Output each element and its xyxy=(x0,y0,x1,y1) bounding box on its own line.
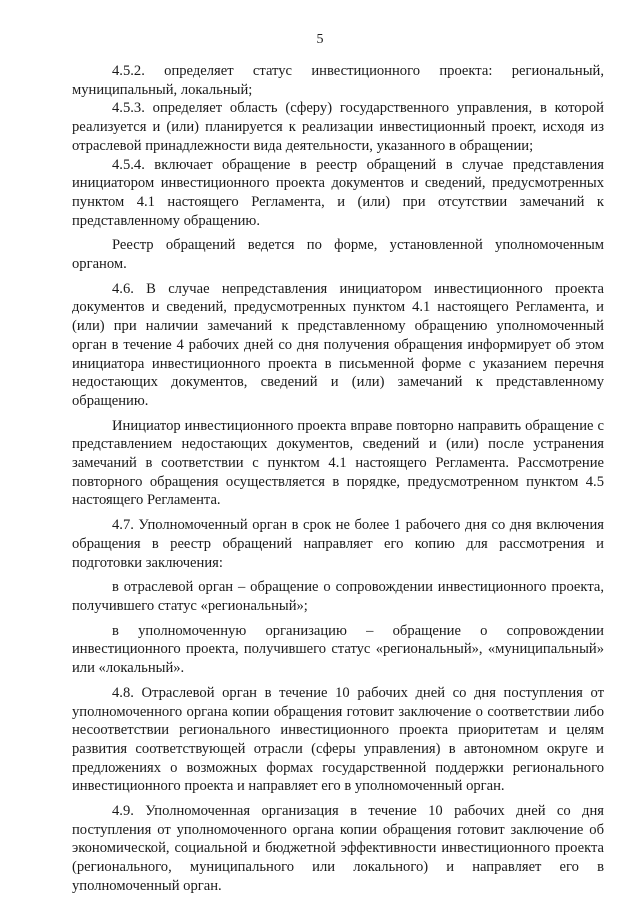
paragraph-4-8: 4.8. Отраслевой орган в течение 10 рабочих дней со дня поступления от уполномоченного органа копии обращения готовит заключение о соответствии либо несоответствии регионального инвестиционного проекта приоритетам и целям развития соответствующей отрасли (сферы управления) в автономном округе и предложениях о возможных формах государственной поддержки регионального инвестиционного проекта и направляет его в уполномоченный орган. xyxy=(72,684,604,795)
paragraph-registry-form: Реестр обращений ведется по форме, установленной уполномоченным органом. xyxy=(72,237,604,273)
paragraph-4-5-2: 4.5.2. определяет статус инвестиционного проекта: региональный, муниципальный, локальный; xyxy=(72,63,604,98)
document-body xyxy=(72,62,604,896)
paragraph-4-7-authorized-org: в уполномоченную организацию – обращение о сопровождении инвестиционного проекта, получившего статус «региональный», «муниципальный» или «локальный». xyxy=(72,622,604,677)
paragraph-4-7-sector-body: в отраслевой орган – обращение о сопровождении инвестиционного проекта, получившего статус «региональный»; xyxy=(72,579,604,614)
paragraph-4-5-3: 4.5.3. определяет область (сферу) государственного управления, в которой реализуется и (или) планируется к реализации инвестиционный проект, исходя из отраслевой принадлежности вида деятельности, указанного в обращении; xyxy=(72,100,604,154)
paragraph-4-6: 4.6. В случае непредставления инициатором инвестиционного проекта документов и сведений, предусмотренных пунктом 4.1 настоящего Регламента, и (или) при наличии замечаний к представленному обращению уполномоченный орган в течение 4 рабочих дней со дня получения обращения информирует об этом инициатора инвестиционного проекта в письменной форме с указанием перечня недостающих документов, сведений и (или) замечаний к представленному обращению. xyxy=(72,280,604,409)
paragraph-repeat-submission: Инициатор инвестиционного проекта вправе повторно направить обращение с представлением недостающих документов, сведений и (или) после устранения замечаний в соответствии с пунктом 4.1 настоящего Регламента. Рассмотрение повторного обращения осуществляется в порядке, предусмотренном пунктом 4.5 настоящего Регламента. xyxy=(72,417,604,509)
page-number: 5 xyxy=(316,32,324,47)
paragraph-4-7: 4.7. Уполномоченный орган в срок не более 1 рабочего дня со дня включения обращения в реестр обращений направляет его копию для рассмотрения и подготовки заключения: xyxy=(72,517,604,571)
paragraph-4-5-4: 4.5.4. включает обращение в реестр обращений в случае представления инициатором инвестиционного проекта документов и сведений, предусмотренных пунктом 4.1 настоящего Регламента, и (или) при отсутствии замечаний к представленному обращению. xyxy=(72,156,604,229)
paragraph-4-9: 4.9. Уполномоченная организация в течение 10 рабочих дней со дня поступления от уполномоченного органа копии обращения готовит заключение об экономической, социальной и бюджетной эффективности инвестиционного проекта (регионального, муниципального или локального) и направляет его в уполномоченный орган. xyxy=(72,803,604,894)
